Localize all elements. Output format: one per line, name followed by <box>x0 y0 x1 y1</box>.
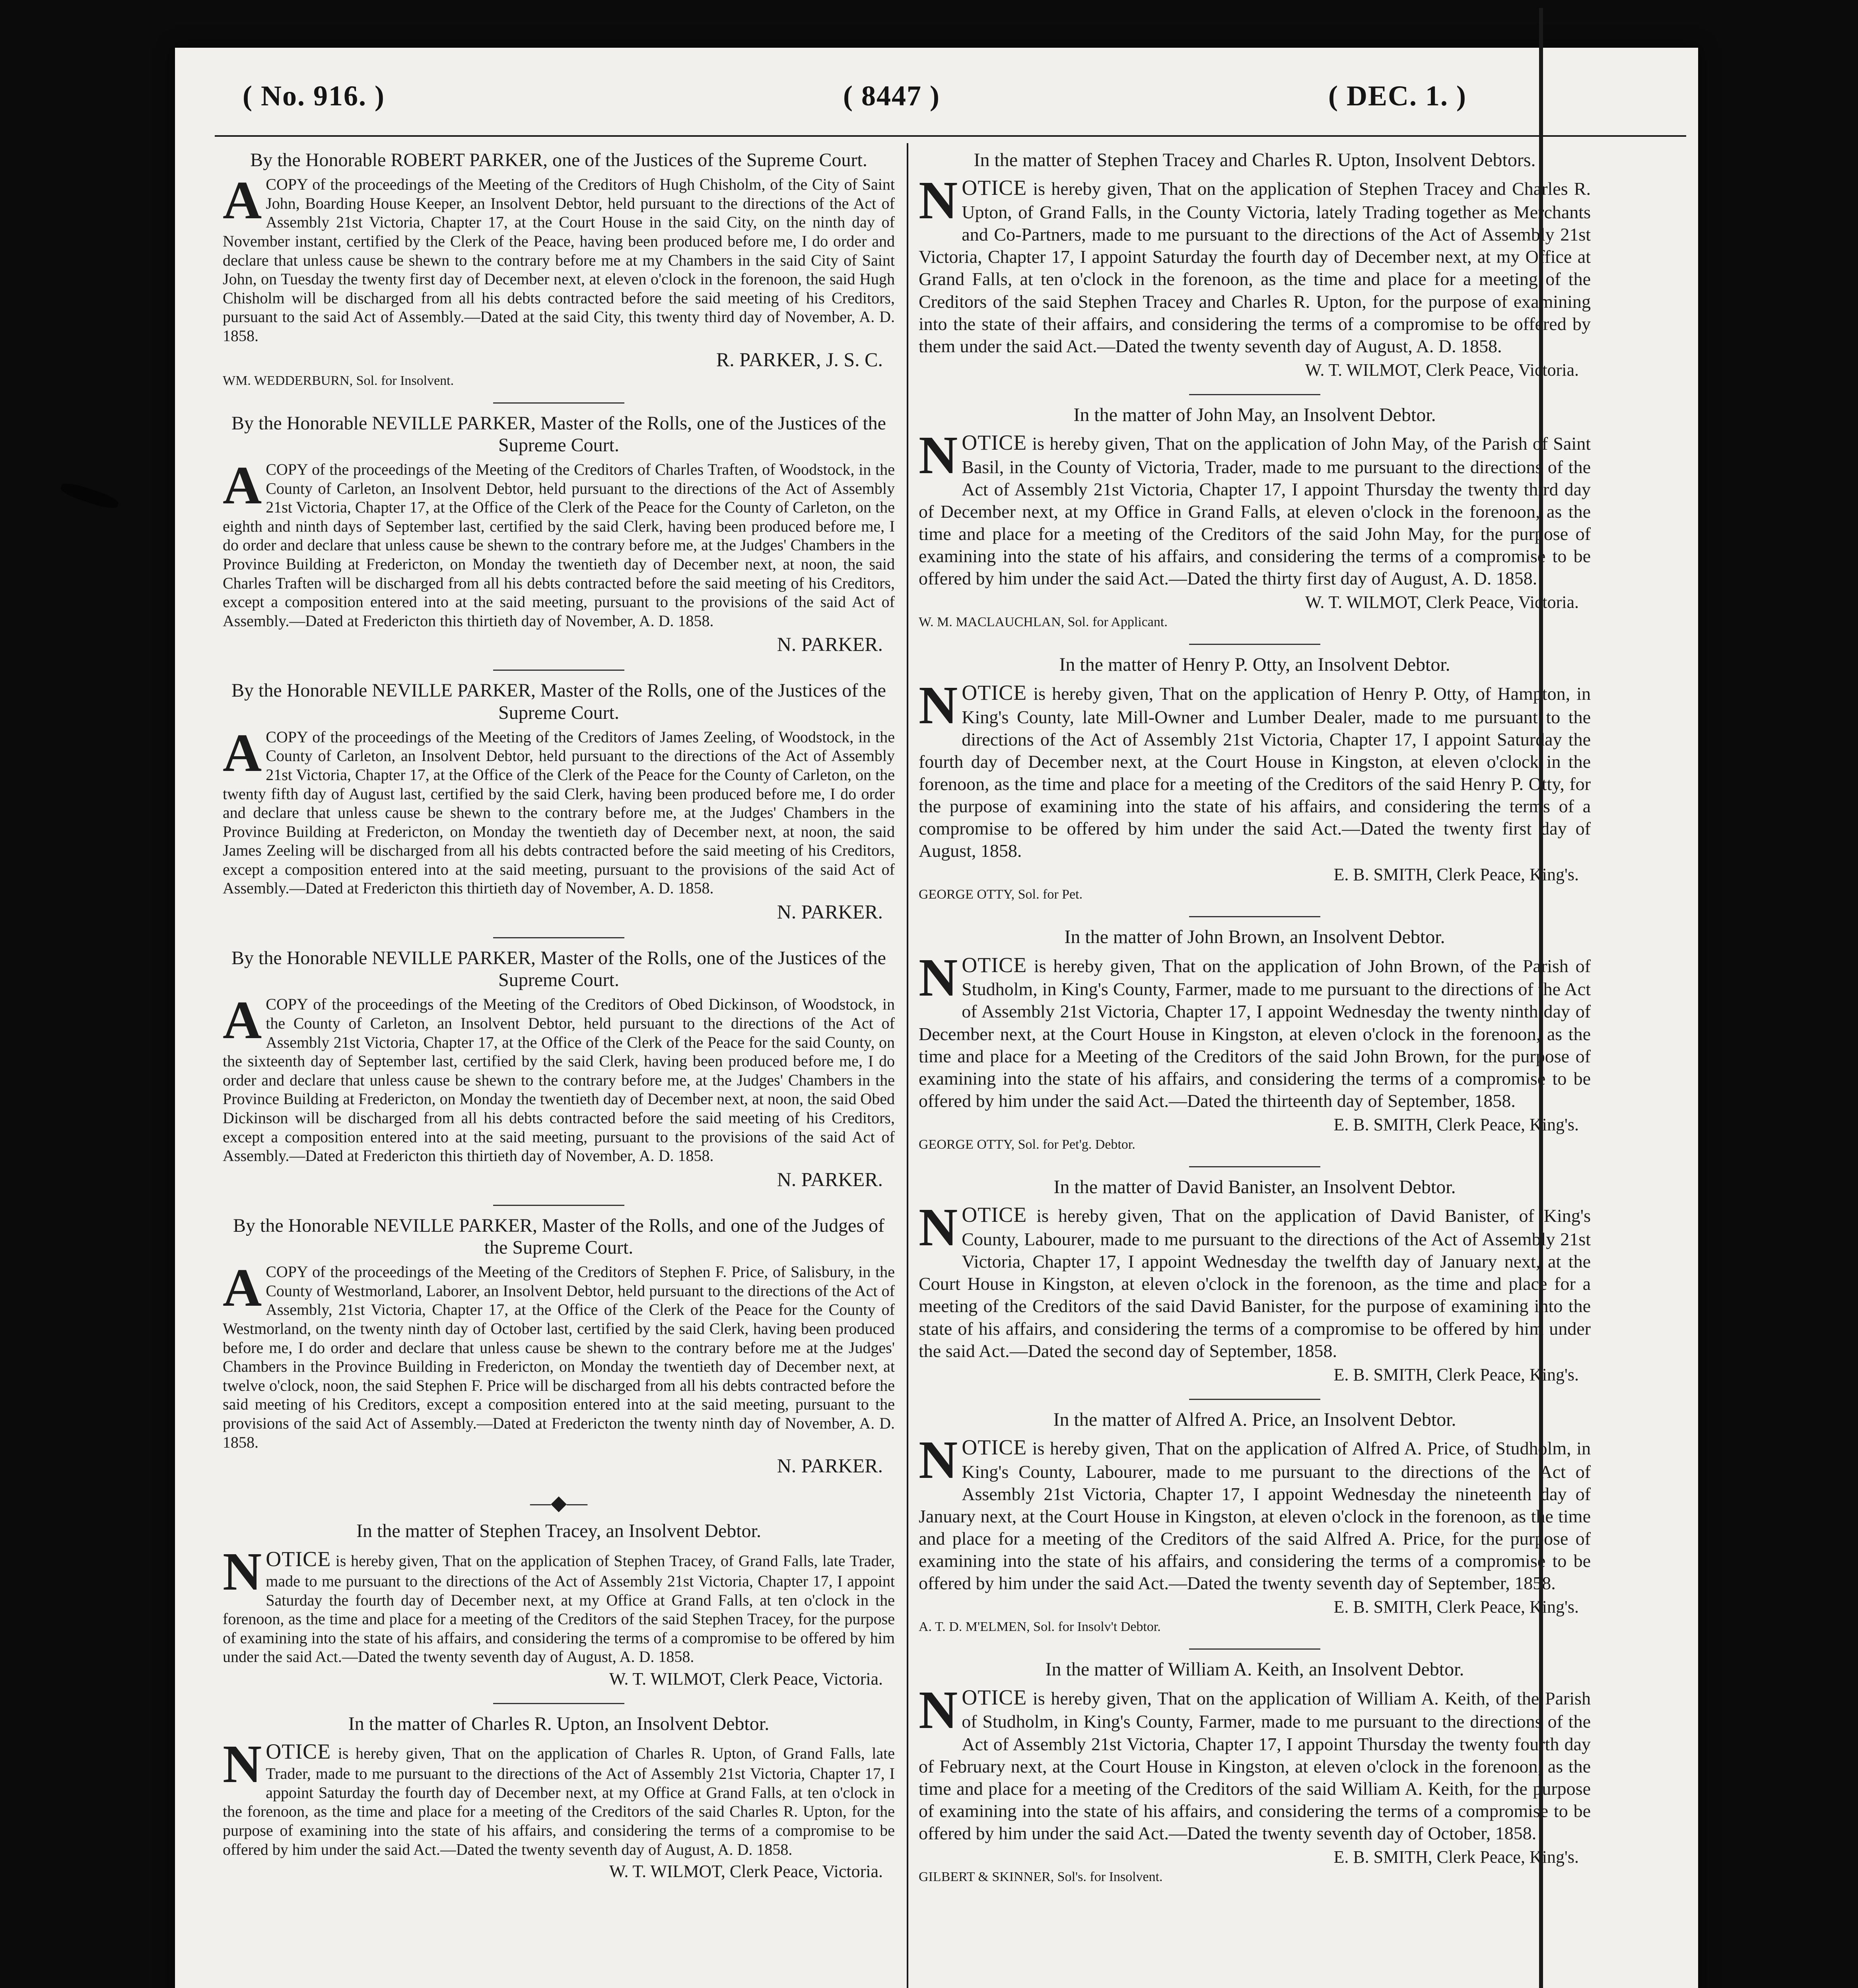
notice-title: By the Honorable NEVILLE PARKER, Master of the Rolls, one of the Justices of the Supreme Court. <box>231 680 886 723</box>
notice-court <box>223 679 895 924</box>
notice-notice <box>919 404 1591 631</box>
solicitor-line: GEORGE OTTY, Sol. for Pet'g. Debtor. <box>919 1137 1135 1152</box>
notice-lead: OTICE <box>962 1435 1027 1459</box>
notice-lead: OTICE <box>962 953 1027 977</box>
notice-signature: N. PARKER. <box>777 633 883 656</box>
notice-text: COPY of the proceedings of the Meeting of the Creditors of Obed Dickinson, of Woodstock, in the County of Carleton, an Insolvent Debtor, held pursuant to the directions of the Act of Assembly 21st Victoria, Chapter 17, at the Office of the Clerk of the Peace for the said County, on the sixteenth day of September last, certified by the said Clerk, having been produced before me, I do order and declare that unless cause be shewn to the contrary before me, at the Judges' Chambers in the Province Building at Fredericton, on Monday the twentieth day of December next, at noon, the said Obed Dickinson will be discharged from all his debts contracted before the said meeting of his Creditors, except a composition entered into at the said meeting, pursuant to the provisions of the said Act of Assembly.—Dated at Fredericton this thirtieth day of November, A. D. 1858. <box>223 995 895 1165</box>
notice-lead: OTICE <box>962 1203 1027 1227</box>
drop-cap: N <box>223 1734 262 1794</box>
notice-title: In the matter of Stephen Tracey and Charles R. Upton, Insolvent Debtors. <box>974 149 1536 171</box>
notice-title: In the matter of William A. Keith, an Insolvent Debtor. <box>1045 1659 1464 1680</box>
ornament-divider: —◆— <box>530 1492 587 1515</box>
notice-text: COPY of the proceedings of the Meeting of the Creditors of Charles Traften, of Woodstock, in the County of Carleton, an Insolvent Debtor, held pursuant to the directions of the Act of Assembly 21st Victoria, Chapter 17, at the Office of the Clerk of the Peace for the County of Carleton, on the eighth and ninth days of September last, certified by the said Clerk, having been produced before me, I do order and declare that unless cause be shewn to the contrary before me, at the Judges' Chambers in the Province Building at Fredericton, on Monday the twentieth day of December next, at noon, the said Charles Traften will be discharged from all his debts contracted before the said meeting of his Creditors, except a composition entered into at the said meeting, pursuant to the provisions of the said Act of Assembly.—Dated at Fredericton this thirtieth day of November, A. D. 1858. <box>223 460 895 630</box>
notice-text: COPY of the proceedings of the Meeting of the Creditors of James Zeeling, of Woodstock, in the County of Carleton, an Insolvent Debtor, held pursuant to the directions of the Act of Assembly 21st Victoria, Chapter 17, at the Office of the Clerk of the Peace for the County of Carleton, on the twenty fifth day of August last, certified by the said Clerk, having been produced before me, I do order and declare that unless cause be shewn to the contrary before me, at the Judges' Chambers in the Province Building at Fredericton, on Monday the twentieth day of December next, at noon, the said James Zeeling will be discharged from all his debts contracted before the said meeting of his Creditors, except a composition entered into at the said meeting, pursuant to the provisions of the said Act of Assembly.—Dated at Fredericton this thirtieth day of November, A. D. 1858. <box>223 728 895 897</box>
drop-cap: N <box>919 171 958 231</box>
section-rule <box>493 1205 624 1206</box>
notice-text: COPY of the proceedings of the Meeting of the Creditors of Stephen F. Price, of Salisbury, in the County of Westmorland, Laborer, an Insolvent Debtor, held pursuant to the directions of the Act of Assembly, 21st Victoria, Chapter 17, at the Office of the Clerk of the Peace for the County of Westmorland, on the twenty ninth day of October last, certified by the said Clerk, having been produced before me, I do order and declare that unless cause be shewn to the contrary before me at the Judges' Chambers in the Province Building in Fredericton, on Monday the twentieth day of December next, at twelve o'clock, noon, the said Stephen F. Price will be discharged from all his debts contracted before the said meeting of his Creditors, except a composition entered into at the said meeting, pursuant to the provisions of the said Act of Assembly.—Dated at Fredericton the twenty ninth day of November, A. D. 1858. <box>223 1263 895 1451</box>
drop-cap: N <box>919 1680 958 1740</box>
notice-body <box>919 425 1591 590</box>
notice-court <box>223 947 895 1191</box>
section-rule <box>1189 394 1320 395</box>
notice-court <box>223 149 895 389</box>
drop-cap: N <box>919 1430 958 1490</box>
notice-notice <box>223 1713 895 1882</box>
column-divider <box>907 143 908 1988</box>
left-column <box>223 149 895 1895</box>
header-rule <box>215 135 1686 137</box>
notice-text: is hereby given, That on the application of Stephen Tracey, of Grand Falls, late Trader, made to me pursuant to the directions of the Act of Assembly 21st Victoria, Chapter 17, I appoint Saturday the fourth day of December next, at my Office at Grand Falls, at ten o'clock in the forenoon, as the time and place for a meeting of the Creditors of the said Stephen Tracey, for the purpose of examining into the state of his affairs, and considering the terms of a compromise to be offered by him under the said Act.—Dated the twenty seventh day of August, A. D. 1858. <box>223 1551 895 1666</box>
notice-court <box>223 1215 895 1477</box>
notice-signature: R. PARKER, J. S. C. <box>716 348 883 371</box>
notice-signature: E. B. SMITH, Clerk Peace, King's. <box>1333 1847 1579 1867</box>
notice-lead: OTICE <box>962 176 1027 200</box>
drop-cap: N <box>223 1541 262 1602</box>
notice-signature: E. B. SMITH, Clerk Peace, King's. <box>1333 1365 1579 1384</box>
notice-signature: E. B. SMITH, Clerk Peace, King's. <box>1333 1597 1579 1617</box>
drop-cap: N <box>919 1198 958 1258</box>
notice-body <box>919 1198 1591 1362</box>
section-rule <box>493 670 624 671</box>
notice-title: In the matter of Henry P. Otty, an Insolvent Debtor. <box>1059 654 1450 676</box>
notice-body <box>223 1541 895 1666</box>
notice-text: is hereby given, That on the application of David Banister, of King's County, Labourer, made to me pursuant to the directions of the Act of Assembly 21st Victoria, Chapter 17, I appoint Wednesday the twelfth day of January next, at the Court House in Kingston, at eleven o'clock in the forenoon, as the time and place for a meeting of the Creditors of the said David Banister, for the purpose of examining into the state of his affairs, and considering the terms of a compromise to be offered by him under the said Act.—Dated the second day of September, 1858. <box>919 1206 1591 1361</box>
section-rule <box>1189 1648 1320 1650</box>
notice-notice <box>919 1176 1591 1385</box>
solicitor-line: GILBERT & SKINNER, Sol's. for Insolvent. <box>919 1870 1163 1885</box>
notice-signature: E. B. SMITH, Clerk Peace, King's. <box>1333 865 1579 885</box>
notice-body <box>223 1258 895 1452</box>
notice-body <box>223 456 895 630</box>
notice-title: By the Honorable NEVILLE PARKER, Master of the Rolls, and one of the Judges of the Supreme Court. <box>233 1215 884 1258</box>
section-rule <box>493 1703 624 1704</box>
notice-body <box>223 1734 895 1859</box>
notice-body <box>919 1680 1591 1845</box>
drop-cap: N <box>919 675 958 735</box>
page-number: ( 8447 ) <box>843 80 940 112</box>
notice-title: In the matter of Alfred A. Price, an Insolvent Debtor. <box>1053 1409 1456 1430</box>
section-rule <box>1189 916 1320 917</box>
notice-lead: OTICE <box>962 1685 1027 1709</box>
section-rule <box>1189 1166 1320 1167</box>
drop-cap: N <box>919 947 958 1008</box>
notice-title: In the matter of John May, an Insolvent Debtor. <box>1073 404 1436 425</box>
notice-signature: W. T. WILMOT, Clerk Peace, Victoria. <box>1305 592 1579 612</box>
section-rule <box>1189 1399 1320 1400</box>
notice-title: By the Honorable ROBERT PARKER, one of the Justices of the Supreme Court. <box>250 149 867 171</box>
notice-lead: OTICE <box>266 1739 331 1763</box>
notice-text: is hereby given, That on the application of Henry P. Otty, of Hampton, in King's County, late Mill-Owner and Lumber Dealer, made to me pursuant to the directions of the Act of Assembly 21st Victoria, Chapter 17, I appoint Saturday the fourth day of December next, at the Court House in Kingston, at eleven o'clock in the forenoon, as the time and place for a meeting of the Creditors of the said Henry P. Otty, for the purpose of examining into the state of his affairs, and considering the terms of a compromise to be offered by him under the said Act.—Dated the twenty first day of August, 1858. <box>919 683 1591 861</box>
notice-title: In the matter of Stephen Tracey, an Insolvent Debtor. <box>356 1520 761 1542</box>
notice-body <box>919 171 1591 357</box>
notice-notice <box>919 926 1591 1153</box>
notice-signature: N. PARKER. <box>777 1168 883 1190</box>
notice-lead: OTICE <box>266 1547 331 1571</box>
drop-cap: A <box>223 1258 262 1318</box>
notice-body <box>919 675 1591 862</box>
section-rule <box>1189 644 1320 645</box>
notice-title: In the matter of David Banister, an Insolvent Debtor. <box>1053 1176 1456 1198</box>
solicitor-line: A. T. D. M'ELMEN, Sol. for Insolv't Debtor. <box>919 1619 1161 1635</box>
notice-text: is hereby given, That on the application of John Brown, of the Parish of Studholm, in King's County, Farmer, made to me pursuant to the directions of the Act of Assembly 21st Victoria, Chapter 17, I appoint Wednesday the twenty ninth day of December next, at the Court House in Kingston, at eleven o'clock in the forenoon, as the time and place for a Meeting of the Creditors of the said John Brown, for the purpose of examining into the state of his affairs, and considering the terms of a compromise to be offered by him under the said Act.—Dated the thirteenth day of September, 1858. <box>919 955 1591 1111</box>
notice-text: is hereby given, That on the application of William A. Keith, of the Parish of Studholm, in King's County, Farmer, made to me pursuant to the directions of the Act of Assembly 21st Victoria, Chapter 17, I appoint Thursday the twenty fourth day of February next, at the Court House in Kingston, at eleven o'clock in the forenoon, as the time and place for a meeting of the Creditors of the said William A. Keith, for the purpose of examining into the state of his affairs, and considering the terms of a compromise to be offered by him under the said Act.—Dated the twenty seventh day of October, 1858. <box>919 1688 1591 1844</box>
notice-text: is hereby given, That on the application of Charles R. Upton, of Grand Falls, late Trader, made to me pursuant to the directions of the Act of Assembly 21st Victoria, Chapter 17, I appoint Saturday the fourth day of December next, at my Office at Grand Falls, at ten o'clock in the forenoon, as the time and place for a meeting of the Creditors of the said Charles R. Upton, for the purpose of examining into the state of his affairs, and considering the terms of a compromise to be offered by him under the said Act.—Dated the twenty seventh day of August, A. D. 1858. <box>223 1744 895 1858</box>
drop-cap: N <box>919 425 958 485</box>
notice-title: In the matter of John Brown, an Insolvent Debtor. <box>1064 926 1445 948</box>
notice-text: is hereby given, That on the application of Alfred A. Price, of Studholm, in King's County, Labourer, made to me pursuant to the directions of the Act of Assembly 21st Victoria, Chapter 17, I appoint Wednesday the nineteenth day of January next, at the Court House in Kingston, at eleven o'clock in the forenoon, as the time and place for a meeting of the Creditors of the said Alfred A. Price, for the purpose of examining into the state of his affairs, and considering the terms of a compromise to be offered by him under the said Act.—Dated the twenty seventh day of September, 1858. <box>919 1438 1591 1594</box>
notice-title: In the matter of Charles R. Upton, an Insolvent Debtor. <box>348 1713 770 1734</box>
notice-body <box>223 990 895 1165</box>
drop-cap: A <box>223 171 262 231</box>
notice-title: By the Honorable NEVILLE PARKER, Master of the Rolls, one of the Justices of the Supreme Court. <box>231 947 886 991</box>
notice-body <box>223 171 895 345</box>
notice-signature: W. T. WILMOT, Clerk Peace, Victoria. <box>609 1669 883 1689</box>
notice-signature: E. B. SMITH, Clerk Peace, King's. <box>1333 1115 1579 1135</box>
solicitor-line: WM. WEDDERBURN, Sol. for Insolvent. <box>223 373 454 388</box>
notice-lead: OTICE <box>962 430 1027 454</box>
notice-title: By the Honorable NEVILLE PARKER, Master of the Rolls, one of the Justices of the Supreme Court. <box>231 412 886 456</box>
notice-notice <box>919 1658 1591 1885</box>
right-column <box>919 149 1591 1899</box>
section-rule <box>493 402 624 404</box>
section-rule <box>493 937 624 938</box>
solicitor-line: W. M. MACLAUCHLAN, Sol. for Applicant. <box>919 615 1168 630</box>
notice-signature: N. PARKER. <box>777 901 883 923</box>
notice-text: is hereby given, That on the application of John May, of the Parish of Saint Basil, in the County of Victoria, Trader, made to me pursuant to the directions of the Act of Assembly 21st Victoria, Chapter 17, I appoint Thursday the twenty third day of December next, at my Office in Grand Falls, at eleven o'clock in the forenoon, as the time and place for a meeting of the Creditors of the said John May, for the purpose of examining into the state of his affairs, and considering the terms of a compromise to be offered by him under the said Act.—Dated the thirty first day of August, A. D. 1858. <box>919 433 1591 589</box>
notice-text: is hereby given, That on the application of Stephen Tracey and Charles R. Upton, of Grand Falls, in the County Victoria, lately Trading together as Merchants and Co-Partners, made to me pursuant to the directions of the Act of Assembly 21st Victoria, Chapter 17, I appoint Saturday the fourth day of December next, at my Office at Grand Falls, at ten o'clock in the forenoon, as the time and place for a meeting of the Creditors of the said Stephen Tracey and Charles R. Upton, for the purpose of examining into the state of their affairs, and considering the terms of a compromise to be offered by them under the said Act.—Dated the twenty seventh day of August, A. D. 1858. <box>919 179 1591 356</box>
issue-date: ( DEC. 1. ) <box>1328 80 1467 112</box>
notice-court <box>223 412 895 656</box>
notice-signature: W. T. WILMOT, Clerk Peace, Victoria. <box>1305 360 1579 380</box>
solicitor-line: GEORGE OTTY, Sol. for Pet. <box>919 887 1083 902</box>
notice-lead: OTICE <box>962 680 1027 705</box>
notice-signature: W. T. WILMOT, Clerk Peace, Victoria. <box>609 1862 883 1881</box>
drop-cap: A <box>223 723 262 783</box>
notice-text: COPY of the proceedings of the Meeting of the Creditors of Hugh Chisholm, of the City of Saint John, Boarding House Keeper, an Insolvent Debtor, held pursuant to the directions of the Act of Assembly 21st Victoria, Chapter 17, at the Court House in the said City, on the ninth day of November instant, certified by the Clerk of the Peace, having been produced before me, I do order and declare that unless cause be shewn to the contrary before me at my Chambers in the said City of Saint John, on Tuesday the twenty first day of December next, at eleven o'clock in the forenoon, the said Hugh Chisholm will be discharged from all his debts contracted before the said meeting of his Creditors, pursuant to the said Act of Assembly.—Dated at the said City, this twenty third day of November, A. D. 1858. <box>223 175 895 345</box>
notice-notice <box>919 1409 1591 1635</box>
notice-notice <box>223 1520 895 1689</box>
issue-number: ( No. 916. ) <box>243 80 385 112</box>
drop-cap: A <box>223 990 262 1050</box>
notice-notice <box>919 654 1591 903</box>
scan-mark-top <box>59 480 120 512</box>
notice-body <box>223 723 895 898</box>
drop-cap: A <box>223 456 262 516</box>
notice-body <box>919 947 1591 1112</box>
notice-notice <box>919 149 1591 381</box>
notice-body <box>919 1430 1591 1595</box>
notice-signature: N. PARKER. <box>777 1454 883 1477</box>
